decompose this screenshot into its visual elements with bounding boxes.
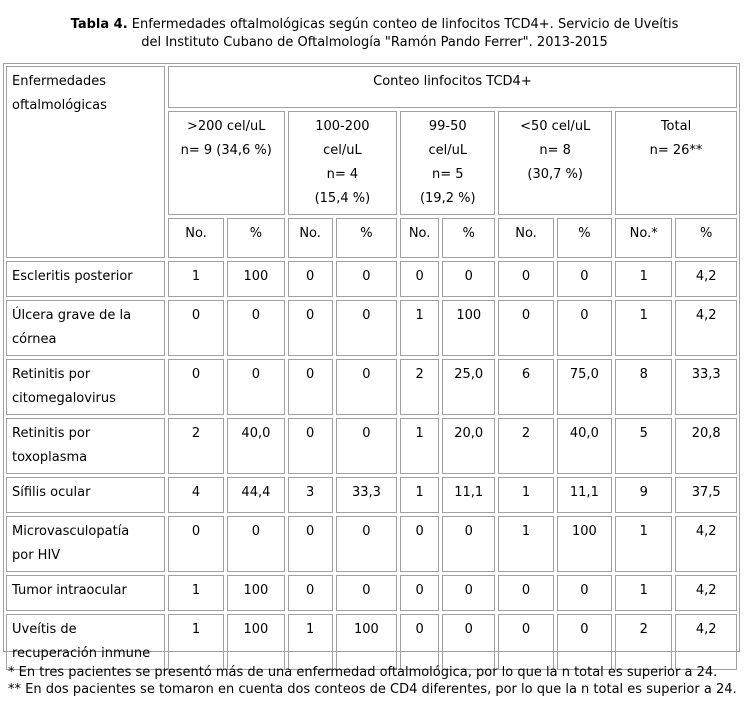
count-cell: 0	[498, 261, 553, 297]
row-header-line-1: Enfermedades	[12, 74, 107, 89]
count-cell: 2	[168, 418, 224, 474]
count-cell: 1	[168, 575, 224, 611]
count-cell: 3	[288, 477, 333, 513]
percent-cell: 0	[442, 614, 495, 670]
percent-cell: 0	[557, 261, 612, 297]
count-cell: 1	[498, 516, 553, 572]
percent-cell: 0	[227, 300, 284, 356]
disease-name-cell	[6, 418, 165, 474]
disease-name-cell	[6, 300, 165, 356]
footnotes	[8, 664, 744, 698]
count-cell: 2	[400, 359, 439, 415]
count-cell: 0	[288, 418, 333, 474]
table-row	[6, 300, 737, 356]
percent-cell: 75,0	[557, 359, 612, 415]
percent-cell: 40,0	[227, 418, 284, 474]
percent-cell: 100	[442, 300, 495, 356]
percent-cell: 100	[336, 614, 397, 670]
count-cell: 0	[288, 261, 333, 297]
percent-cell: 100	[227, 614, 284, 670]
range-header-line: n= 5	[431, 167, 464, 182]
percent-cell: 0	[336, 300, 397, 356]
range-header-line: n= 9 (34,6 %)	[180, 143, 272, 158]
percent-cell: 40,0	[557, 418, 612, 474]
disease-name-cell	[6, 614, 165, 670]
disease-name-line-2: toxoplasma	[12, 450, 88, 465]
percent-cell: 0	[557, 575, 612, 611]
sub-header-cell: No.	[288, 218, 333, 258]
disease-name-line-2: por HIV	[12, 548, 61, 563]
range-header-line: n= 8	[539, 143, 571, 158]
count-cell: 1	[288, 614, 333, 670]
percent-cell: 100	[557, 516, 612, 572]
percent-cell: 25,0	[442, 359, 495, 415]
range-header-cell	[498, 111, 612, 215]
range-header-line: <50 cel/uL	[520, 119, 591, 134]
percent-cell: 11,1	[442, 477, 495, 513]
percent-cell: 20,0	[442, 418, 495, 474]
count-cell: 1	[498, 477, 553, 513]
sub-header-cell: %	[336, 218, 397, 258]
count-cell: 0	[168, 359, 224, 415]
count-cell: 0	[400, 614, 439, 670]
count-cell: 0	[498, 300, 553, 356]
percent-cell: 37,5	[675, 477, 737, 513]
count-cell: 1	[615, 575, 672, 611]
count-cell: 1	[168, 614, 224, 670]
count-cell: 0	[400, 516, 439, 572]
count-cell: 1	[615, 261, 672, 297]
data-table	[3, 63, 740, 673]
table-row	[6, 477, 737, 513]
percent-cell: 0	[227, 516, 284, 572]
percent-cell: 4,2	[675, 516, 737, 572]
count-cell: 0	[168, 300, 224, 356]
disease-name-line-1: Retinitis por	[12, 367, 91, 382]
range-header-cell	[288, 111, 398, 215]
count-cell: 0	[400, 575, 439, 611]
percent-cell: 100	[227, 261, 284, 297]
disease-name-line-2: córnea	[12, 332, 57, 347]
percent-cell: 0	[336, 418, 397, 474]
count-cell: 0	[168, 516, 224, 572]
range-header-line: n= 4	[326, 167, 359, 182]
sub-header-cell: %	[675, 218, 737, 258]
disease-name-cell	[6, 261, 165, 297]
percent-cell: 0	[336, 575, 397, 611]
disease-name-line-1: Uveítis de	[12, 622, 77, 637]
count-cell: 0	[288, 575, 333, 611]
footnote-1: * En tres pacientes se presentó más de una enfermedad oftalmológica, por lo que la n total es superior a 24.	[8, 665, 718, 680]
count-cell: 2	[615, 614, 672, 670]
count-cell: 0	[288, 359, 333, 415]
range-header-line: (19,2 %)	[419, 191, 476, 206]
range-header-line: cel/uL	[323, 143, 362, 158]
sub-header-cell: No.	[400, 218, 439, 258]
count-cell: 1	[615, 516, 672, 572]
count-cell: 1	[615, 300, 672, 356]
table-row	[6, 418, 737, 474]
disease-name-cell	[6, 575, 165, 611]
range-header-line: >200 cel/uL	[186, 119, 266, 134]
percent-cell: 11,1	[557, 477, 612, 513]
sub-header-cell: %	[442, 218, 495, 258]
percent-cell: 4,2	[675, 614, 737, 670]
count-cell: 0	[498, 614, 553, 670]
count-cell: 0	[498, 575, 553, 611]
disease-name-line-2: recuperación inmune	[12, 646, 151, 661]
count-cell: 1	[400, 418, 439, 474]
table-header	[6, 66, 737, 258]
caption-title: Enfermedades oftalmológicas según conteo de linfocitos TCD4+. Servicio de Uveítis	[131, 17, 679, 32]
disease-name-line-1: Microvasculopatía	[12, 524, 130, 539]
count-cell: 0	[400, 261, 439, 297]
sub-header-cell: %	[227, 218, 284, 258]
count-cell: 4	[168, 477, 224, 513]
range-header-line: 99-50	[428, 119, 467, 134]
percent-cell: 4,2	[675, 575, 737, 611]
disease-name-line-1: Retinitis por	[12, 426, 91, 441]
percent-cell: 33,3	[336, 477, 397, 513]
count-cell: 2	[498, 418, 553, 474]
group-header-cell: Conteo linfocitos TCD4+	[168, 66, 737, 108]
range-header-line: 100-200	[315, 119, 370, 134]
range-header-cell	[168, 111, 285, 215]
range-header-line: (30,7 %)	[527, 167, 583, 182]
percent-cell: 0	[336, 359, 397, 415]
disease-name-line-1: Úlcera grave de la	[12, 308, 132, 323]
range-header-cell	[400, 111, 495, 215]
sub-header-cell: No.	[168, 218, 224, 258]
table-row	[6, 614, 737, 670]
range-header-line: n= 26**	[649, 143, 703, 158]
caption-label: Tabla 4.	[70, 17, 128, 32]
count-cell: 6	[498, 359, 553, 415]
range-header-line: cel/uL	[428, 143, 468, 158]
count-cell: 5	[615, 418, 672, 474]
table-caption	[0, 16, 749, 52]
sub-header-cell: No.	[498, 218, 553, 258]
header-row-group	[6, 66, 737, 108]
table-row	[6, 261, 737, 297]
percent-cell: 0	[557, 300, 612, 356]
percent-cell: 0	[442, 261, 495, 297]
count-cell: 9	[615, 477, 672, 513]
table-row	[6, 575, 737, 611]
caption-line-2: del Instituto Cubano de Oftalmología "Ramón Pando Ferrer". 2013-2015	[141, 35, 608, 50]
count-cell: 0	[288, 516, 333, 572]
disease-name-line-1: Tumor intraocular	[12, 583, 127, 598]
row-header-line-2: oftalmológicas	[12, 98, 107, 113]
disease-name-cell	[6, 516, 165, 572]
percent-cell: 0	[227, 359, 284, 415]
sub-header-cell: %	[557, 218, 612, 258]
table-row	[6, 516, 737, 572]
range-header-cell	[615, 111, 737, 215]
count-cell: 8	[615, 359, 672, 415]
table-body	[6, 261, 737, 670]
percent-cell: 33,3	[675, 359, 737, 415]
range-header-line: Total	[660, 119, 692, 134]
percent-cell: 4,2	[675, 300, 737, 356]
percent-cell: 20,8	[675, 418, 737, 474]
count-cell: 1	[400, 477, 439, 513]
percent-cell: 0	[336, 516, 397, 572]
count-cell: 1	[168, 261, 224, 297]
sub-header-cell: No.*	[615, 218, 672, 258]
percent-cell: 44,4	[227, 477, 284, 513]
count-cell: 0	[288, 300, 333, 356]
disease-name-line-1: Escleritis posterior	[12, 269, 133, 284]
percent-cell: 0	[557, 614, 612, 670]
percent-cell: 0	[442, 516, 495, 572]
disease-name-line-1: Sífilis ocular	[12, 485, 91, 500]
percent-cell: 100	[227, 575, 284, 611]
disease-name-line-2: citomegalovirus	[12, 391, 116, 406]
percent-cell: 0	[336, 261, 397, 297]
disease-name-cell	[6, 477, 165, 513]
caption-line-1	[0, 16, 749, 34]
disease-name-cell	[6, 359, 165, 415]
count-cell: 1	[400, 300, 439, 356]
table-row	[6, 359, 737, 415]
percent-cell: 0	[442, 575, 495, 611]
percent-cell: 4,2	[675, 261, 737, 297]
range-header-line: (15,4 %)	[314, 191, 371, 206]
row-header-cell	[6, 66, 165, 258]
footnote-2: ** En dos pacientes se tomaron en cuenta dos conteos de CD4 diferentes, por lo que la n total es superior a 24.	[8, 682, 737, 697]
